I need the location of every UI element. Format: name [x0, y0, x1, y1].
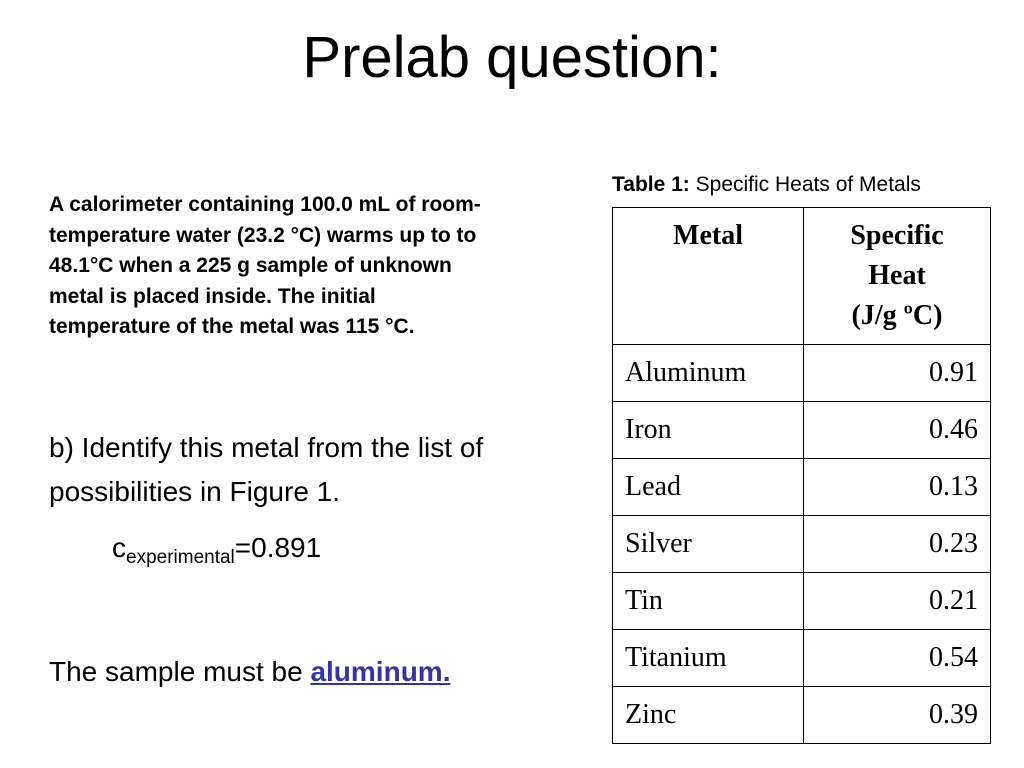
metal-cell: Silver [613, 516, 804, 573]
answer-statement [49, 652, 450, 692]
heat-cell: 0.23 [804, 516, 991, 573]
c-value: =0.891 [234, 532, 322, 563]
table-header-row [613, 208, 991, 345]
slide-title: Prelab question: [302, 25, 722, 90]
answer-link[interactable]: aluminum. [310, 656, 451, 687]
header-metal: Metal [613, 208, 804, 345]
table-row [613, 345, 991, 402]
heat-cell: 0.21 [804, 573, 991, 630]
c-symbol: c [112, 532, 126, 563]
heat-cell: 0.54 [804, 630, 991, 687]
header-heat-line3: (J/g ºC) [851, 300, 943, 331]
c-subscript: experimental [126, 547, 235, 568]
metal-cell: Titanium [613, 630, 804, 687]
table-row [613, 459, 991, 516]
metal-cell: Tin [613, 573, 804, 630]
table-row [613, 573, 991, 630]
heat-cell: 0.91 [804, 345, 991, 402]
header-heat-line1: Specific [850, 220, 944, 251]
table-row [613, 516, 991, 573]
table-caption-label: Table 1: [612, 173, 690, 196]
answer-prefix: The sample must be [49, 656, 311, 687]
header-heat-line2: Heat [868, 260, 926, 291]
heat-cell: 0.13 [804, 459, 991, 516]
metal-cell: Zinc [613, 687, 804, 744]
heat-cell: 0.46 [804, 402, 991, 459]
metal-cell: Iron [613, 402, 804, 459]
table-caption-text: Specific Heats of Metals [689, 173, 921, 196]
problem-statement: A calorimeter containing 100.0 mL of room- temperature water (23.2 °C) warms up to to 48.1°C when a 225 g sample of unknown metal is placed inside. The initial temperature of the metal was 115 °C. [49, 193, 481, 338]
heat-cell: 0.39 [804, 687, 991, 744]
metal-cell: Aluminum [613, 345, 804, 402]
table-caption [612, 170, 992, 200]
table-row [613, 630, 991, 687]
metal-cell: Lead [613, 459, 804, 516]
header-specific-heat [804, 208, 991, 345]
table-row [613, 402, 991, 459]
question-part-b: b) Identify this metal from the list of possibilities in Figure 1. [49, 432, 484, 507]
specific-heats-table [612, 207, 991, 744]
table-row [613, 687, 991, 744]
experimental-specific-heat [112, 530, 321, 566]
